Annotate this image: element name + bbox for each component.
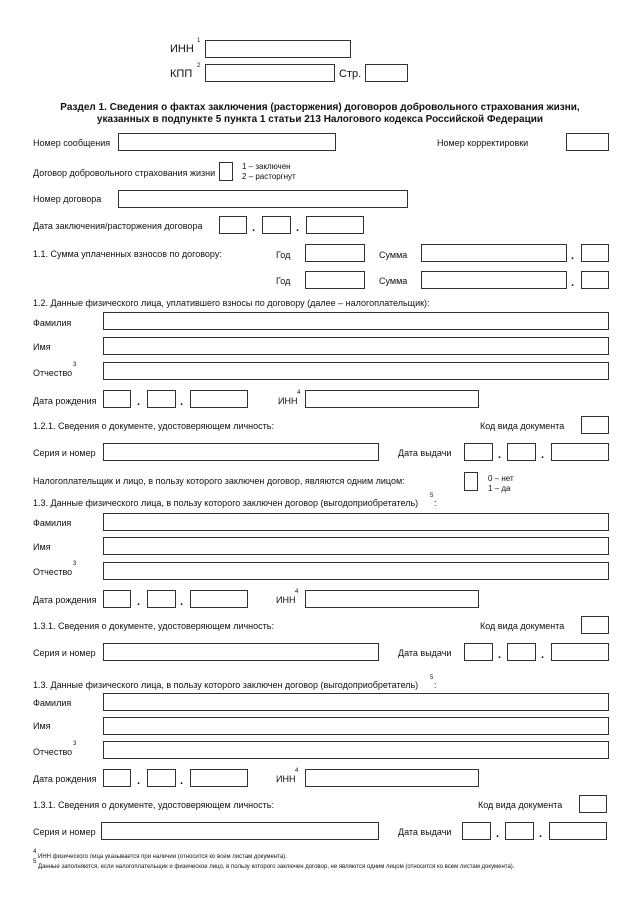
beneficiary-footnote-mark: 5	[430, 493, 434, 499]
taxpayer-birth-month[interactable]	[147, 390, 176, 408]
taxpayer-birth-day[interactable]	[103, 390, 131, 408]
taxpayer-birth-year[interactable]	[190, 390, 248, 408]
same-person-input[interactable]	[464, 472, 478, 491]
beneficiary-surname-input[interactable]	[103, 513, 609, 531]
beneficiary-inn-label: ИНН	[276, 595, 296, 605]
date-separator: .	[180, 596, 184, 608]
beneficiary2-surname-input[interactable]	[103, 693, 609, 711]
taxpayer-inn-input[interactable]	[305, 390, 479, 408]
taxpayer-section-title: 1.2. Данные физического лица, уплатившего взносы по договору (далее – налогоплательщик):	[33, 298, 430, 308]
title-colon: :	[434, 680, 437, 690]
date-separator: .	[498, 649, 502, 661]
same-person-option-no: 0 – нет	[488, 474, 514, 483]
contract-date-day[interactable]	[219, 216, 247, 234]
beneficiary2-doc-type-label: Код вида документа	[478, 800, 563, 810]
beneficiary-name-label: Имя	[33, 542, 51, 552]
year-label: Год	[276, 276, 291, 286]
beneficiary-doc-type-label: Код вида документа	[480, 621, 565, 631]
sum-kopecks-1[interactable]	[581, 244, 609, 262]
beneficiary-section-title: 1.3. Данные физического лица, в пользу которого заключен договор (выгодоприобретатель)	[33, 498, 419, 508]
beneficiary-birthdate-label: Дата рождения	[33, 595, 97, 605]
beneficiary-issue-date-label: Дата выдачи	[398, 648, 452, 658]
beneficiary2-birth-day[interactable]	[103, 769, 131, 787]
taxpayer-issue-month[interactable]	[507, 443, 536, 461]
beneficiary2-name-label: Имя	[33, 721, 51, 731]
beneficiary-patronymic-label: Отчество	[33, 567, 73, 577]
footnote4-number: 4	[33, 849, 37, 855]
taxpayer-doc-title: 1.2.1. Сведения о документе, удостоверяющем личность:	[33, 421, 274, 431]
beneficiary-issue-day[interactable]	[464, 643, 493, 661]
decimal-separator: .	[571, 250, 575, 262]
message-number-label: Номер сообщения	[33, 138, 111, 148]
beneficiary-doc-title: 1.3.1. Сведения о документе, удостоверяющем личность:	[33, 621, 274, 631]
beneficiary2-name-input[interactable]	[103, 717, 609, 735]
kpp-input[interactable]	[205, 64, 335, 82]
beneficiary2-doc-type-input[interactable]	[579, 795, 607, 813]
date-separator: .	[137, 396, 141, 408]
taxpayer-doc-type-input[interactable]	[581, 416, 609, 434]
beneficiary-inn-input[interactable]	[305, 590, 479, 608]
taxpayer-issue-year[interactable]	[551, 443, 609, 461]
beneficiary2-surname-label: Фамилия	[33, 698, 72, 708]
date-separator: .	[137, 596, 141, 608]
beneficiary2-birth-month[interactable]	[147, 769, 176, 787]
message-number-input[interactable]	[118, 133, 336, 151]
inn-input[interactable]	[205, 40, 351, 58]
section-title-line2: указанных в подпункте 5 пункта 1 статьи 213 Налогового кодекса Российской Федерации	[96, 114, 544, 125]
sum-input-2[interactable]	[421, 271, 567, 289]
footnote4-text: ИНН физического лица указывается при наличии (относится ко всем листам документа).	[38, 854, 287, 860]
section-title-line1: Раздел 1. Сведения о фактах заключения (расторжения) договоров добровольного страхования жизни,	[60, 102, 580, 113]
patronymic-footnote-mark: 3	[73, 362, 77, 368]
patronymic-footnote-mark: 3	[73, 741, 77, 747]
beneficiary-birth-day[interactable]	[103, 590, 131, 608]
beneficiary-footnote-mark: 5	[430, 675, 434, 681]
sum-label: Сумма	[379, 276, 408, 286]
date-separator: .	[252, 222, 256, 234]
beneficiary2-issue-year[interactable]	[549, 822, 607, 840]
beneficiary2-section-title: 1.3. Данные физического лица, в пользу которого заключен договор (выгодоприобретатель)	[33, 680, 419, 690]
taxpayer-inn-label: ИНН	[278, 396, 298, 406]
taxpayer-name-label: Имя	[33, 342, 51, 352]
contract-status-input[interactable]	[219, 162, 233, 181]
beneficiary2-patronymic-input[interactable]	[103, 741, 609, 759]
taxpayer-series-input[interactable]	[103, 443, 379, 461]
beneficiary-series-input[interactable]	[103, 643, 379, 661]
taxpayer-series-label: Серия и номер	[33, 448, 96, 458]
beneficiary-issue-month[interactable]	[507, 643, 536, 661]
taxpayer-patronymic-input[interactable]	[103, 362, 609, 380]
contract-number-label: Номер договора	[33, 194, 102, 204]
date-separator: .	[539, 828, 543, 840]
date-separator: .	[137, 775, 141, 787]
inn-footnote-mark: 4	[295, 589, 299, 595]
contract-label: Договор добровольного страхования жизни	[33, 168, 216, 178]
beneficiary2-birthdate-label: Дата рождения	[33, 774, 97, 784]
sum-paid-label: 1.1. Сумма уплаченных взносов по договору:	[33, 249, 222, 259]
correction-number-input[interactable]	[566, 133, 609, 151]
year-input-1[interactable]	[305, 244, 365, 262]
beneficiary2-issue-date-label: Дата выдачи	[398, 827, 452, 837]
decimal-separator: .	[571, 277, 575, 289]
same-person-label: Налогоплательщик и лицо, в пользу которого заключен договор, являются одним лицом:	[33, 476, 405, 486]
taxpayer-issue-date-label: Дата выдачи	[398, 448, 452, 458]
same-person-option-yes: 1 – да	[488, 484, 511, 493]
beneficiary2-patronymic-label: Отчество	[33, 747, 73, 757]
inn-footnote-mark: 1	[197, 38, 201, 44]
footnote5-number: 5	[33, 859, 37, 865]
contract-date-month[interactable]	[262, 216, 291, 234]
page-label: Стр.	[339, 68, 362, 80]
date-separator: .	[496, 828, 500, 840]
taxpayer-doc-type-label: Код вида документа	[480, 421, 565, 431]
contract-date-label: Дата заключения/расторжения договора	[33, 221, 203, 231]
sum-kopecks-2[interactable]	[581, 271, 609, 289]
beneficiary2-birth-year[interactable]	[190, 769, 248, 787]
sum-label: Сумма	[379, 250, 408, 260]
beneficiary-name-input[interactable]	[103, 537, 609, 555]
contract-date-year[interactable]	[306, 216, 364, 234]
date-separator: .	[541, 449, 545, 461]
taxpayer-surname-input[interactable]	[103, 312, 609, 330]
inn-label: ИНН	[170, 43, 194, 55]
year-label: Год	[276, 250, 291, 260]
page-input[interactable]	[365, 64, 408, 82]
beneficiary-birth-month[interactable]	[147, 590, 176, 608]
taxpayer-issue-day[interactable]	[464, 443, 493, 461]
beneficiary2-inn-input[interactable]	[305, 769, 479, 787]
date-separator: .	[498, 449, 502, 461]
beneficiary2-issue-month[interactable]	[505, 822, 534, 840]
taxpayer-patronymic-label: Отчество	[33, 368, 73, 378]
inn-footnote-mark: 4	[297, 390, 301, 396]
footnote5-text: Данные заполняются, если налогоплательщик и физическое лицо, в пользу которого заключен договор, не являются одним лицом (относится ко всем листам документа).	[38, 864, 515, 870]
correction-number-label: Номер корректировки	[437, 138, 529, 148]
year-input-2[interactable]	[305, 271, 365, 289]
beneficiary-series-label: Серия и номер	[33, 648, 96, 658]
contract-option-terminated: 2 – расторгнут	[242, 172, 296, 181]
beneficiary-issue-year[interactable]	[551, 643, 609, 661]
beneficiary-birth-year[interactable]	[190, 590, 248, 608]
kpp-footnote-mark: 2	[197, 63, 201, 69]
title-colon: :	[434, 498, 437, 508]
beneficiary2-inn-label: ИНН	[276, 774, 296, 784]
patronymic-footnote-mark: 3	[73, 561, 77, 567]
date-separator: .	[296, 222, 300, 234]
beneficiary2-issue-day[interactable]	[462, 822, 491, 840]
taxpayer-name-input[interactable]	[103, 337, 609, 355]
beneficiary2-series-input[interactable]	[101, 822, 379, 840]
beneficiary-doc-type-input[interactable]	[581, 616, 609, 634]
beneficiary-surname-label: Фамилия	[33, 518, 72, 528]
date-separator: .	[180, 396, 184, 408]
date-separator: .	[541, 649, 545, 661]
beneficiary-patronymic-input[interactable]	[103, 562, 609, 580]
inn-footnote-mark: 4	[295, 768, 299, 774]
date-separator: .	[180, 775, 184, 787]
sum-input-1[interactable]	[421, 244, 567, 262]
contract-option-concluded: 1 – заключен	[242, 162, 291, 171]
taxpayer-surname-label: Фамилия	[33, 318, 72, 328]
beneficiary2-doc-title: 1.3.1. Сведения о документе, удостоверяющем личность:	[33, 800, 274, 810]
beneficiary2-series-label: Серия и номер	[33, 827, 96, 837]
taxpayer-birthdate-label: Дата рождения	[33, 396, 97, 406]
kpp-label: КПП	[170, 68, 193, 80]
contract-number-input[interactable]	[118, 190, 408, 208]
